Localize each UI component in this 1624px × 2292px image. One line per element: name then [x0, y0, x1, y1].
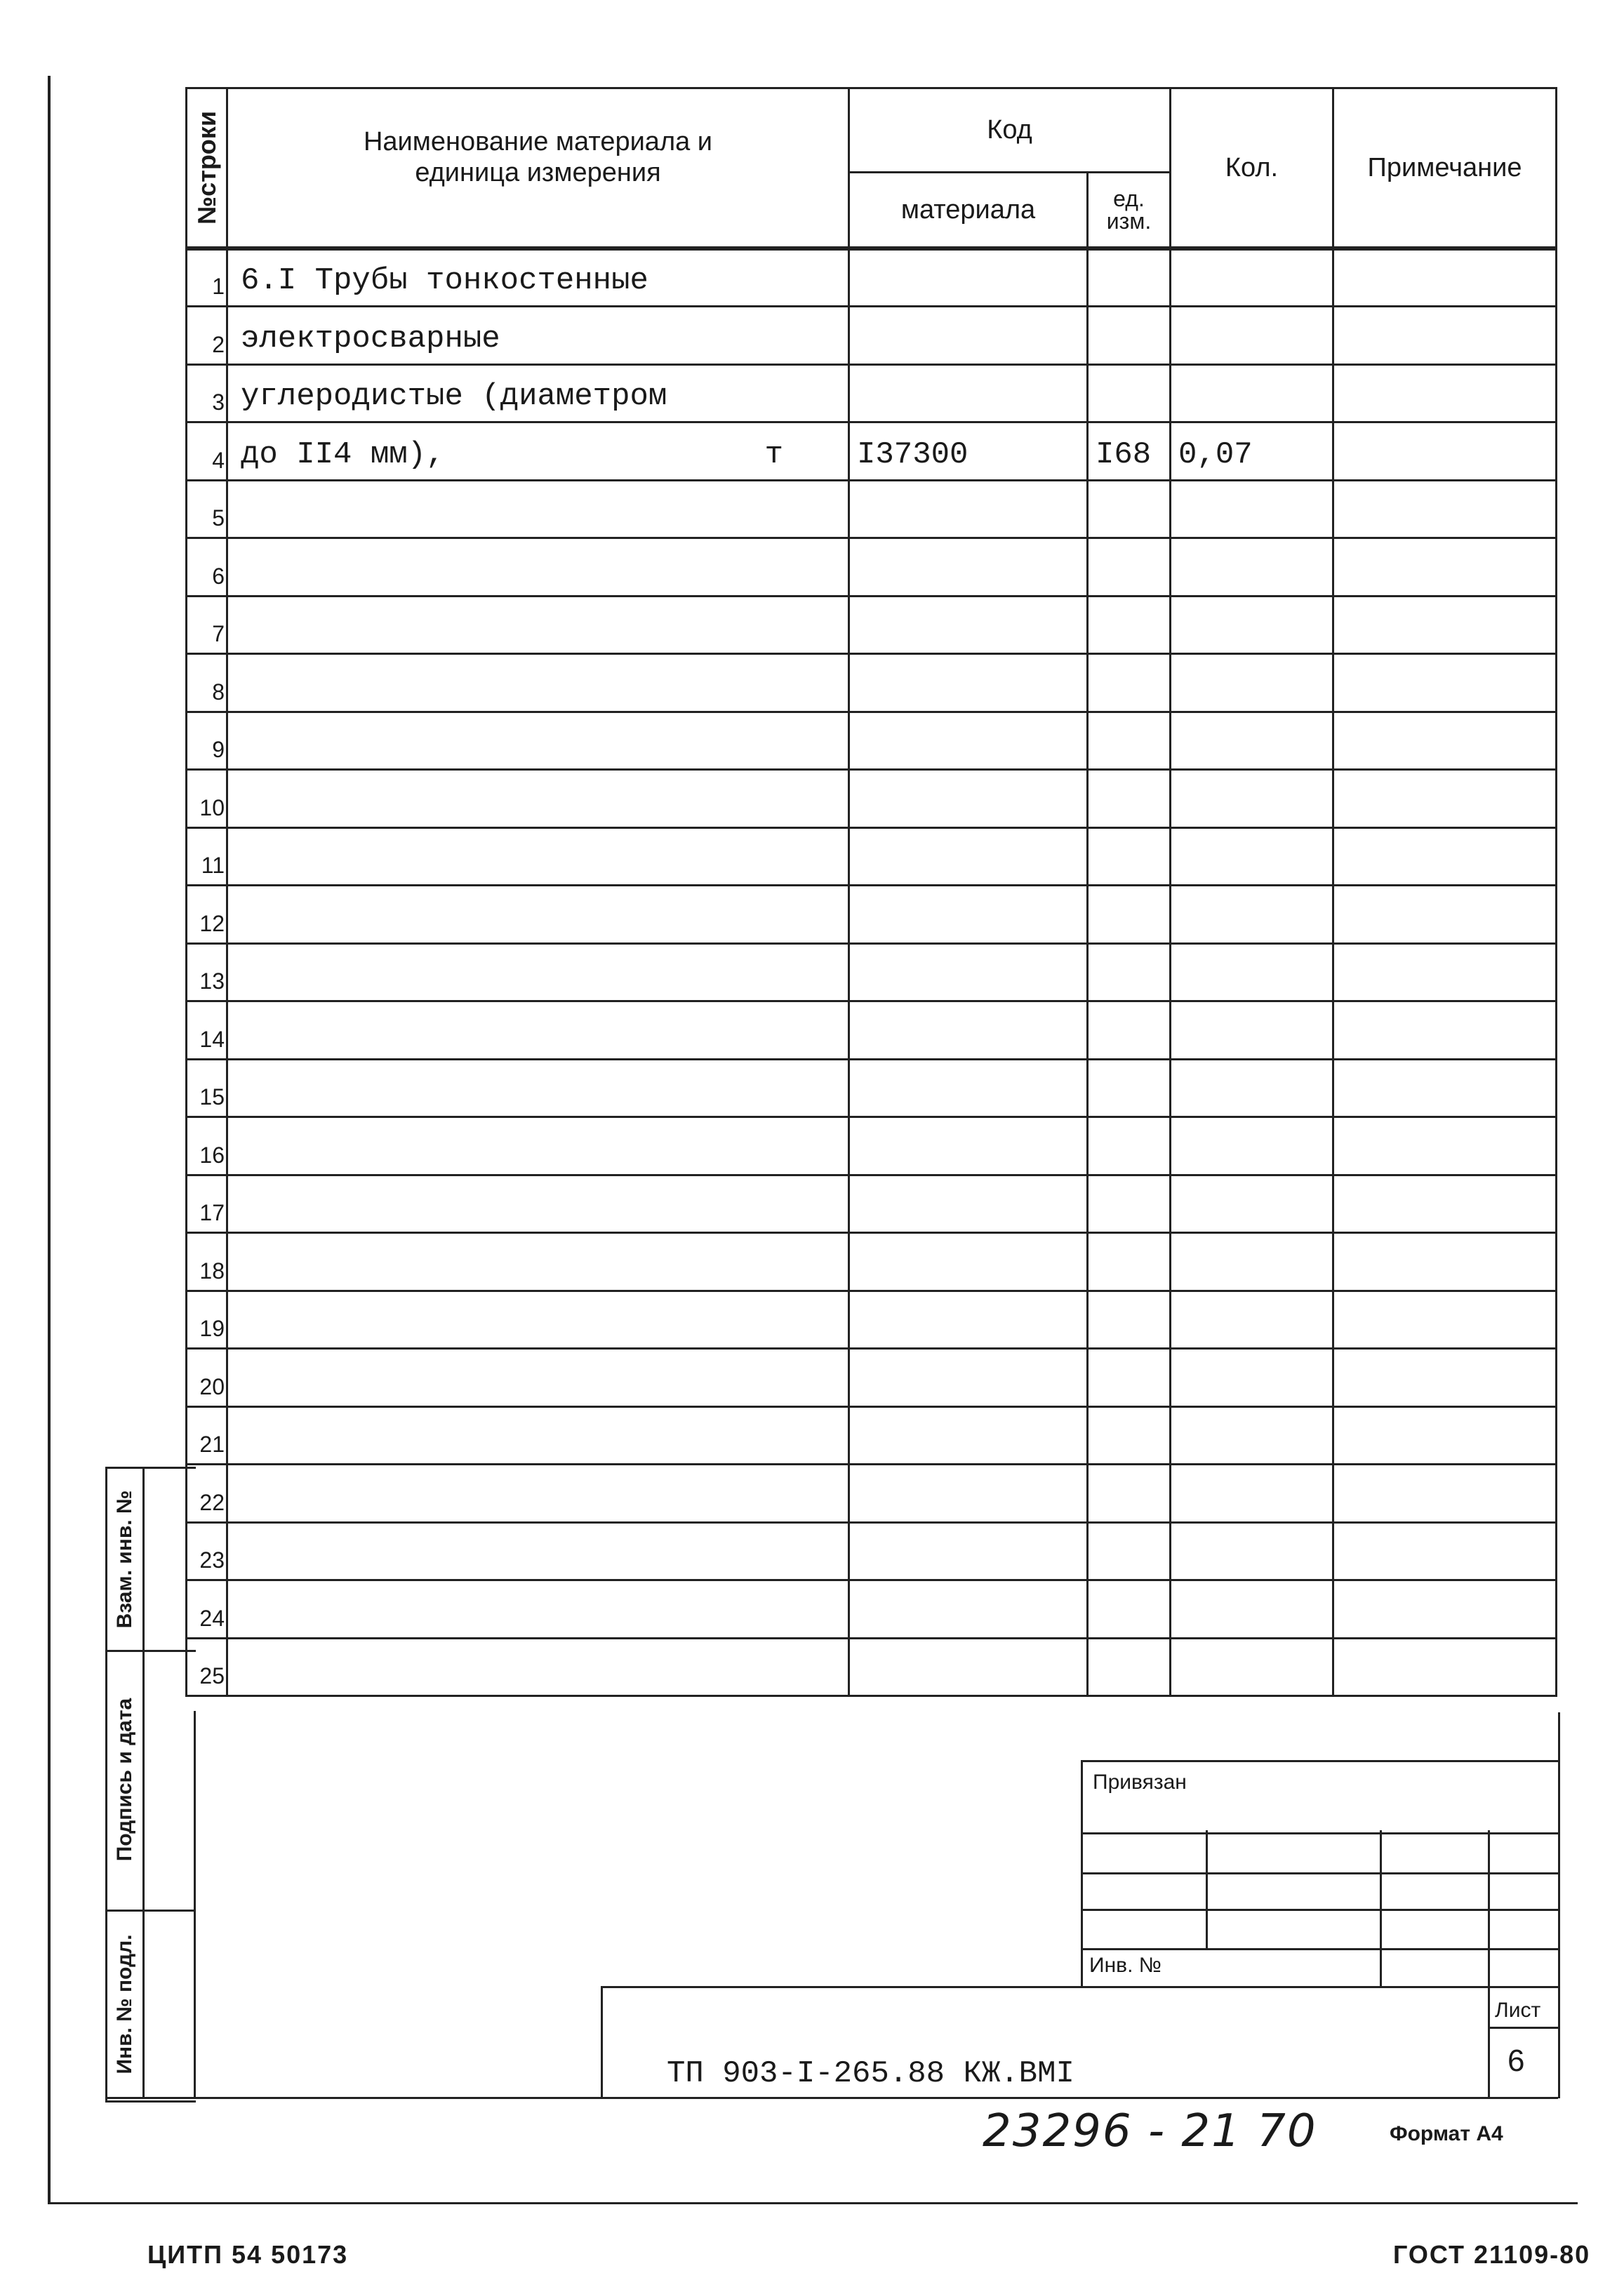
- table-row: [187, 1117, 1557, 1175]
- row-number-cell: [187, 1233, 227, 1291]
- unit-code-cell: [1088, 654, 1171, 712]
- row-number-cell: [187, 1117, 227, 1175]
- material-code-cell: [849, 1117, 1088, 1175]
- material-name-cell: [227, 943, 849, 1001]
- quantity-cell: [1171, 1465, 1333, 1523]
- quantity-cell: [1171, 422, 1333, 481]
- unit-code: I68: [1096, 437, 1152, 472]
- note-cell: [1333, 827, 1557, 886]
- material-name-cell: [227, 1580, 849, 1639]
- row-number-cell: [187, 1001, 227, 1060]
- material-code-cell: [849, 1291, 1088, 1349]
- quantity-cell: [1171, 827, 1333, 886]
- row-number-cell: [187, 1291, 227, 1349]
- unit-code-cell: [1088, 827, 1171, 886]
- quantity-cell: [1171, 1117, 1333, 1175]
- material-name-cell: [227, 248, 849, 307]
- stamp-inner-line: [194, 1711, 196, 2097]
- table-row: [187, 1465, 1557, 1523]
- row-number-cell: [187, 654, 227, 712]
- quantity-cell: [1171, 654, 1333, 712]
- row-number: 9: [212, 737, 225, 762]
- row-number-cell: [187, 538, 227, 597]
- unit-code-cell: [1088, 1465, 1171, 1523]
- material-name-cell: [227, 480, 849, 538]
- material-name-cell: [227, 1175, 849, 1233]
- material-code-cell: [849, 1406, 1088, 1465]
- row-number: 24: [199, 1605, 225, 1631]
- note-cell: [1333, 307, 1557, 365]
- table-row: [187, 480, 1557, 538]
- material-code-cell: [849, 886, 1088, 944]
- row-number: 5: [212, 505, 225, 531]
- unit-code-cell: [1088, 712, 1171, 770]
- bottom-border: [105, 2097, 1558, 2099]
- row-number-cell: [187, 712, 227, 770]
- note-cell: [1333, 1465, 1557, 1523]
- row-number: 22: [199, 1489, 225, 1515]
- material-name-cell: [227, 1001, 849, 1060]
- bound-cell: [1081, 1760, 1560, 1834]
- original-inventory-label: Инв. № подл.: [113, 1933, 136, 2074]
- unit-code-cell: [1088, 1233, 1171, 1291]
- material-name-cell: [227, 596, 849, 654]
- code-material-header: материала: [849, 172, 1088, 248]
- table-row: [187, 770, 1557, 828]
- grid-row-2: [1081, 1909, 1558, 1911]
- grid-col-1: [1206, 1830, 1208, 1950]
- material-code-cell: [849, 943, 1088, 1001]
- unit-code-cell: [1088, 886, 1171, 944]
- quantity-cell: [1171, 712, 1333, 770]
- row-number-cell: [187, 827, 227, 886]
- quantity-cell: [1171, 596, 1333, 654]
- unit-code-cell: [1088, 596, 1171, 654]
- replaced-inventory-cell: [107, 1469, 196, 1652]
- note-cell: [1333, 1059, 1557, 1117]
- material-code-cell: [849, 1233, 1088, 1291]
- table-row: [187, 307, 1557, 365]
- note-cell: [1333, 1001, 1557, 1060]
- materials-table: [185, 87, 1557, 1697]
- sheet-number: 6: [1507, 2044, 1525, 2078]
- quantity-cell: [1171, 1349, 1333, 1407]
- grid-row-3: [1081, 1948, 1558, 1950]
- grid-col-3: [1488, 1830, 1490, 1986]
- material-code-cell: [849, 1349, 1088, 1407]
- unit-code-cell: [1088, 1059, 1171, 1117]
- quantity-cell: [1171, 770, 1333, 828]
- quantity-cell: [1171, 538, 1333, 597]
- format-label: Формат А4: [1390, 2122, 1503, 2145]
- row-number: 4: [212, 447, 225, 473]
- page-frame-left: [48, 76, 51, 2202]
- material-code-cell: [849, 307, 1088, 365]
- quantity-cell: [1171, 1638, 1333, 1696]
- material-code-cell: [849, 480, 1088, 538]
- material-name-cell: [227, 1349, 849, 1407]
- unit-code-cell: [1088, 480, 1171, 538]
- material-code-cell: [849, 422, 1088, 481]
- table-row: [187, 422, 1557, 481]
- material-code-cell: [849, 1522, 1088, 1580]
- row-number: 2: [212, 331, 225, 357]
- footer-right-standard: ГОСТ 21109-80: [1393, 2240, 1591, 2269]
- material-name-cell: [227, 307, 849, 365]
- side-stamp: [105, 1467, 196, 2103]
- note-cell: [1333, 712, 1557, 770]
- quantity-cell: [1171, 1233, 1333, 1291]
- note-cell: [1333, 364, 1557, 422]
- row-number-cell: [187, 1059, 227, 1117]
- replaced-inventory-label: Взам. инв. №: [113, 1490, 136, 1629]
- material-code: I37300: [857, 437, 969, 472]
- signature-date-label: Подпись и дата: [113, 1698, 136, 1862]
- footer-left-code: ЦИТП 54 50173: [147, 2240, 349, 2269]
- quantity-cell: [1171, 307, 1333, 365]
- note-cell: [1333, 886, 1557, 944]
- quantity-cell: [1171, 248, 1333, 307]
- material-code-cell: [849, 248, 1088, 307]
- row-number: 1: [212, 274, 225, 299]
- row-number: 21: [199, 1432, 225, 1457]
- unit-code-cell: [1088, 1349, 1171, 1407]
- unit-code-cell: [1088, 1638, 1171, 1696]
- material-code-cell: [849, 827, 1088, 886]
- table-row: [187, 364, 1557, 422]
- quantity-header: Кол.: [1171, 88, 1333, 249]
- table-row: [187, 1001, 1557, 1060]
- unit-code-cell: [1088, 538, 1171, 597]
- row-number-cell: [187, 480, 227, 538]
- code-header: Код: [849, 88, 1171, 173]
- material-name: углеродистые (диаметром: [241, 379, 667, 414]
- title-top-line: [601, 1986, 1558, 1988]
- table-row: [187, 1175, 1557, 1233]
- row-number-cell: [187, 1406, 227, 1465]
- material-name-cell: [227, 1522, 849, 1580]
- table-row: [187, 1638, 1557, 1696]
- quantity-cell: [1171, 1001, 1333, 1060]
- note-cell: [1333, 1175, 1557, 1233]
- note-cell: [1333, 1117, 1557, 1175]
- note-cell: [1333, 248, 1557, 307]
- unit-code-cell: [1088, 1291, 1171, 1349]
- quantity-cell: [1171, 1522, 1333, 1580]
- row-number: 16: [199, 1142, 225, 1168]
- material-name-header: Наименование материала и единица измерения: [227, 88, 849, 249]
- note-header: Примечание: [1333, 88, 1557, 249]
- unit-code-cell: [1088, 364, 1171, 422]
- material-code-cell: [849, 538, 1088, 597]
- row-number-cell: [187, 1349, 227, 1407]
- note-cell: [1333, 1580, 1557, 1639]
- sheet-label: Лист: [1495, 1999, 1541, 2022]
- note-cell: [1333, 1349, 1557, 1407]
- unit-code-cell: [1088, 307, 1171, 365]
- material-name-cell: [227, 1291, 849, 1349]
- row-number: 10: [199, 794, 225, 820]
- material-name-cell: [227, 770, 849, 828]
- table-row: [187, 943, 1557, 1001]
- table-row: [187, 1059, 1557, 1117]
- material-name-cell: [227, 538, 849, 597]
- note-cell: [1333, 654, 1557, 712]
- row-number: 18: [199, 1258, 225, 1284]
- note-cell: [1333, 1638, 1557, 1696]
- table-row: [187, 886, 1557, 944]
- grid-col-2: [1380, 1830, 1382, 1986]
- unit-code-cell: [1088, 422, 1171, 481]
- note-cell: [1333, 422, 1557, 481]
- bound-label: Привязан: [1093, 1771, 1187, 1794]
- row-number: 17: [199, 1200, 225, 1225]
- row-number-cell: [187, 307, 227, 365]
- table-row: [187, 248, 1557, 307]
- row-number: 15: [199, 1084, 225, 1110]
- unit-code-cell: [1088, 770, 1171, 828]
- quantity-cell: [1171, 364, 1333, 422]
- note-cell: [1333, 770, 1557, 828]
- quantity-cell: [1171, 480, 1333, 538]
- note-cell: [1333, 1406, 1557, 1465]
- row-number-cell: [187, 886, 227, 944]
- material-name-cell: [227, 654, 849, 712]
- material-name-cell: [227, 1406, 849, 1465]
- material-code-cell: [849, 770, 1088, 828]
- quantity: 0,07: [1178, 437, 1253, 472]
- quantity-cell: [1171, 1580, 1333, 1639]
- page-frame-bottom: [48, 2202, 1578, 2204]
- material-name-cell: [227, 886, 849, 944]
- measure-unit: т: [764, 437, 783, 472]
- table-row: [187, 827, 1557, 886]
- document-code: ТП 903-I-265.88 КЖ.ВМI: [667, 2056, 1074, 2091]
- row-number: 19: [199, 1316, 225, 1341]
- row-number-cell: [187, 422, 227, 481]
- material-code-cell: [849, 1465, 1088, 1523]
- table-row: [187, 1406, 1557, 1465]
- sheet-divider: [1488, 1986, 1490, 2098]
- unit-code-cell: [1088, 1117, 1171, 1175]
- title-left-line: [601, 1986, 603, 2098]
- note-cell: [1333, 1233, 1557, 1291]
- note-cell: [1333, 1522, 1557, 1580]
- note-cell: [1333, 1291, 1557, 1349]
- material-name-cell: [227, 1465, 849, 1523]
- row-number: 20: [199, 1373, 225, 1399]
- material-name-cell: [227, 364, 849, 422]
- unit-code-cell: [1088, 1406, 1171, 1465]
- row-number-header: №строки: [187, 88, 227, 249]
- material-code-cell: [849, 1001, 1088, 1060]
- material-name-cell: [227, 1117, 849, 1175]
- material-name-cell: [227, 1638, 849, 1696]
- row-number: 25: [199, 1663, 225, 1688]
- material-name: до II4 мм),: [241, 437, 445, 472]
- table-row: [187, 1522, 1557, 1580]
- row-number: 3: [212, 389, 225, 415]
- code-unit-header: ед. изм.: [1088, 172, 1171, 248]
- table-row: [187, 538, 1557, 597]
- table-row: [187, 712, 1557, 770]
- unit-code-cell: [1088, 943, 1171, 1001]
- row-number-cell: [187, 943, 227, 1001]
- material-code-cell: [849, 712, 1088, 770]
- material-name: 6.I Трубы тонкостенные: [241, 263, 648, 298]
- signature-date-cell: [107, 1650, 196, 1912]
- grid-left: [1081, 1830, 1083, 1986]
- row-number-cell: [187, 1175, 227, 1233]
- handwritten-registration-number: 23296 - 21 70: [983, 2105, 1317, 2157]
- original-inventory-cell: [107, 1910, 196, 2098]
- material-name-cell: [227, 712, 849, 770]
- note-cell: [1333, 943, 1557, 1001]
- material-code-cell: [849, 364, 1088, 422]
- material-code-cell: [849, 1638, 1088, 1696]
- row-number: 12: [199, 910, 225, 936]
- material-code-cell: [849, 596, 1088, 654]
- material-code-cell: [849, 654, 1088, 712]
- table-row: [187, 1291, 1557, 1349]
- unit-code-cell: [1088, 248, 1171, 307]
- material-code-cell: [849, 1059, 1088, 1117]
- row-number: 13: [199, 968, 225, 994]
- note-cell: [1333, 538, 1557, 597]
- material-name-cell: [227, 1059, 849, 1117]
- inventory-number-label: Инв. №: [1089, 1954, 1162, 1977]
- row-number-cell: [187, 596, 227, 654]
- row-number: 7: [212, 621, 225, 646]
- quantity-cell: [1171, 943, 1333, 1001]
- unit-code-cell: [1088, 1580, 1171, 1639]
- row-number: 6: [212, 563, 225, 589]
- quantity-cell: [1171, 1175, 1333, 1233]
- unit-code-cell: [1088, 1175, 1171, 1233]
- row-number: 8: [212, 679, 225, 705]
- sheet-label-line: [1488, 2027, 1558, 2029]
- material-name-cell: [227, 422, 849, 481]
- row-number-cell: [187, 770, 227, 828]
- material-name: электросварные: [241, 321, 500, 357]
- unit-code-cell: [1088, 1522, 1171, 1580]
- table-row: [187, 596, 1557, 654]
- table-row: [187, 1349, 1557, 1407]
- material-code-cell: [849, 1580, 1088, 1639]
- unit-code-cell: [1088, 1001, 1171, 1060]
- quantity-cell: [1171, 1406, 1333, 1465]
- note-cell: [1333, 596, 1557, 654]
- material-name-cell: [227, 827, 849, 886]
- note-cell: [1333, 480, 1557, 538]
- row-number: 11: [201, 853, 225, 878]
- quantity-cell: [1171, 886, 1333, 944]
- table-row: [187, 1233, 1557, 1291]
- quantity-cell: [1171, 1291, 1333, 1349]
- grid-row-1: [1081, 1872, 1558, 1874]
- material-code-cell: [849, 1175, 1088, 1233]
- row-number-cell: [187, 364, 227, 422]
- material-name-cell: [227, 1233, 849, 1291]
- table-row: [187, 1580, 1557, 1639]
- row-number: 14: [199, 1026, 225, 1052]
- row-number-cell: [187, 248, 227, 307]
- row-number: 23: [199, 1547, 225, 1573]
- quantity-cell: [1171, 1059, 1333, 1117]
- table-row: [187, 654, 1557, 712]
